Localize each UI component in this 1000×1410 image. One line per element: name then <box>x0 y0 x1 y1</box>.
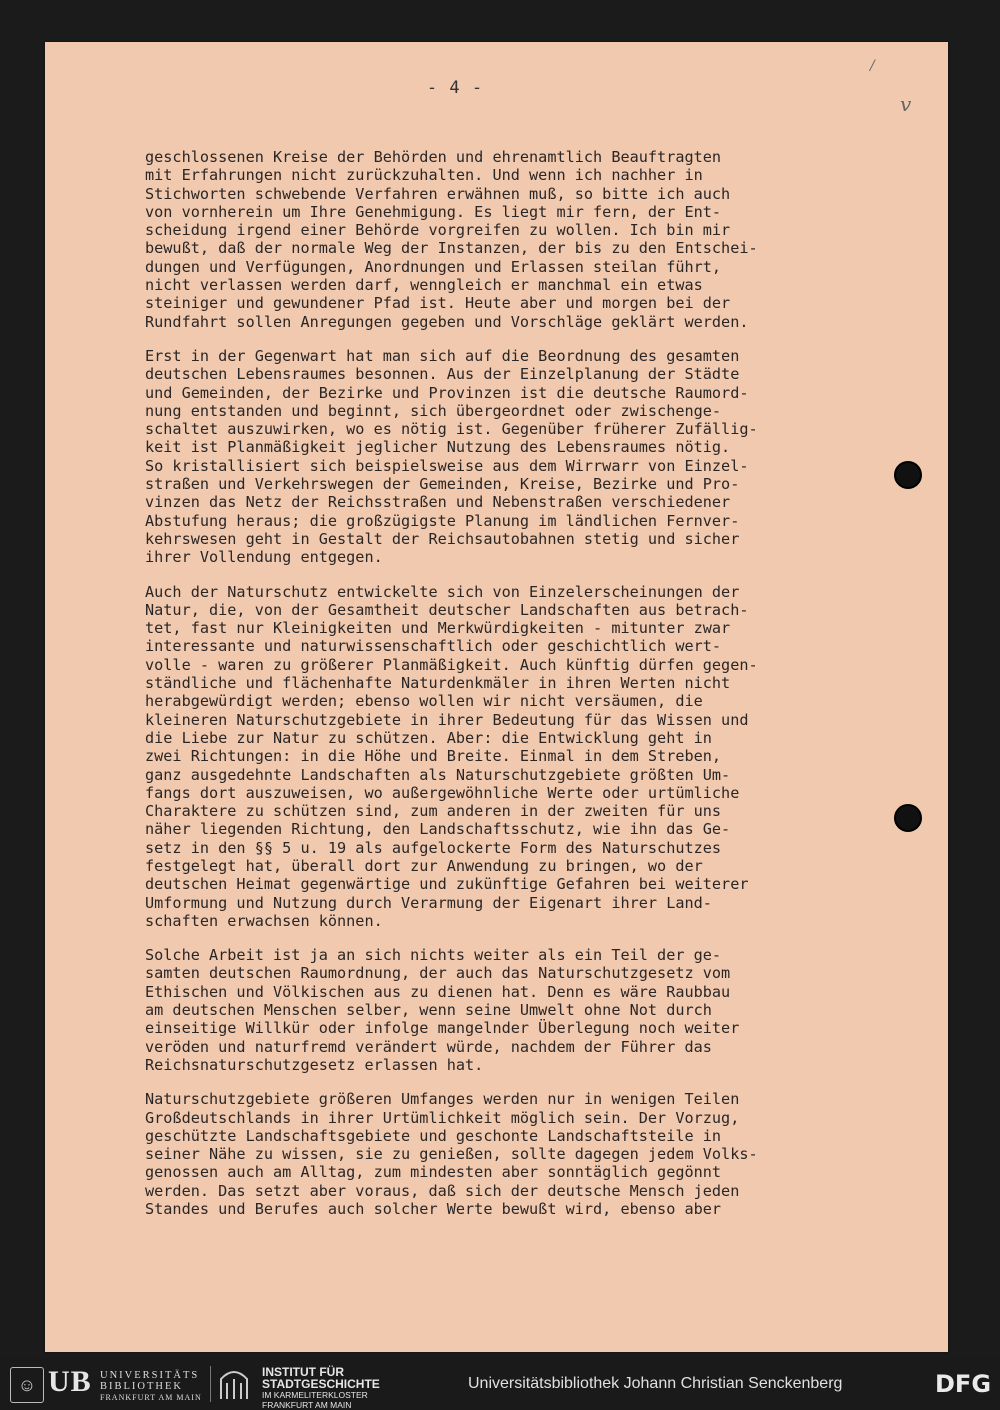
text-line: und Gemeinden, der Bezirke und Provinzen ist die deutsche Raumord- <box>145 383 749 402</box>
text-line: Auch der Naturschutz entwickelte sich von Einzelerscheinungen der <box>145 582 740 601</box>
text-line: Rundfahrt sollen Anregungen gegeben und Vorschläge geklärt werden. <box>145 312 749 331</box>
footer-divider <box>210 1366 211 1402</box>
text-line: Stichworten schwebende Verfahren erwähnen muß, so bitte ich auch <box>145 184 731 203</box>
text-line: Standes und Berufes auch solcher Werte bewußt wird, ebenso aber <box>145 1200 722 1219</box>
dfg-logo[interactable]: DFG <box>935 1370 992 1398</box>
text-line: geschützte Landschaftsgebiete und geschonte Landschaftsteile in <box>145 1126 722 1145</box>
ub-name[interactable] <box>100 1370 202 1403</box>
paragraph <box>145 583 905 931</box>
text-line: dungen und Verfügungen, Anordnungen und Erlassen steilan führt, <box>145 257 722 276</box>
isg-name-line: INSTITUT FÜR <box>262 1365 344 1379</box>
text-line: näher liegenden Richtung, den Landschaftsschutz, wie ihn das Ge- <box>145 820 731 839</box>
text-line: Reichsnaturschutzgesetz erlassen hat. <box>145 1055 484 1074</box>
text-line: die Liebe zur Natur zu schützen. Aber: die Entwicklung geht in <box>145 728 712 747</box>
ub-name-line: UNIVERSITÄTS <box>100 1370 200 1381</box>
ub-name-line: BIBLIOTHEK <box>100 1381 183 1392</box>
text-line: schaften erwachsen können. <box>145 911 383 930</box>
isg-name[interactable] <box>262 1366 380 1410</box>
text-line: von vornherein um Ihre Genehmigung. Es liegt mir fern, der Ent- <box>145 202 722 221</box>
text-line: nicht verlassen werden darf, wenngleich er manchmal ein etwas <box>145 276 703 295</box>
text-line: interessante und naturwissenschaftlich oder geschichtlich wert- <box>145 637 722 656</box>
text-line: genossen auch am Alltag, zum mindesten aber sonntäglich gegönnt <box>145 1163 722 1182</box>
text-line: ständliche und flächenhafte Naturdenkmäler in ihren Werten nicht <box>145 674 731 693</box>
isg-name-line: FRANKFURT AM MAIN <box>262 1400 352 1410</box>
text-line: einseitige Willkür oder infolge mangelnder Überlegung noch weiter <box>145 1019 740 1038</box>
text-line: deutschen Lebensraumes besonnen. Aus der Einzelplanung der Städte <box>145 365 740 384</box>
text-line: tet, fast nur Kleinigkeiten und Merkwürdigkeiten - mitunter zwar <box>145 619 731 638</box>
paragraph <box>145 347 905 567</box>
text-line: kehrswesen geht in Gestalt der Reichsautobahnen stetig und sicher <box>145 529 740 548</box>
body-text <box>145 148 905 1234</box>
page-number: - 4 - <box>426 78 484 98</box>
text-line: kleineren Naturschutzgebiete in ihrer Bedeutung für das Wissen und <box>145 710 749 729</box>
ub-seal-icon: ☺ <box>10 1367 44 1403</box>
text-line: Charaktere zu schützen sind, zum anderen in der zweiten für uns <box>145 802 722 821</box>
ub-name-line: FRANKFURT AM MAIN <box>100 1393 202 1402</box>
text-line: geschlossenen Kreise der Behörden und ehrenamtlich Beauftragten <box>145 148 722 166</box>
paragraph <box>145 946 905 1074</box>
text-line: samten deutschen Raumordnung, der auch das Naturschutzgesetz vom <box>145 964 731 983</box>
text-line: fangs dort auszuweisen, wo außergewöhnliche Werte oder urtümliche <box>145 783 740 802</box>
text-line: steiniger und gewundener Pfad ist. Heute aber und morgen bei der <box>145 294 731 313</box>
text-line: nung entstanden und beginnt, sich übergeordnet oder zwischenge- <box>145 401 722 420</box>
text-line: straßen und Verkehrswegen der Gemeinden, Kreise, Bezirke und Pro- <box>145 475 740 494</box>
paragraph <box>145 1090 905 1218</box>
text-line: festgelegt hat, überall dort zur Anwendung zu bringen, wo der <box>145 856 703 875</box>
text-line: Naturschutzgebiete größeren Umfanges werden nur in wenigen Teilen <box>145 1090 740 1109</box>
text-line: ganz ausgedehnte Landschaften als Naturschutzgebiete größten Um- <box>145 765 731 784</box>
isg-building-icon <box>217 1367 251 1401</box>
pencil-mark: v <box>900 92 912 116</box>
text-line: herabgewürdigt werden; ebenso wollen wir nicht versäumen, die <box>145 692 703 711</box>
text-line: zwei Richtungen: in die Höhe und Breite. Einmal in dem Streben, <box>145 747 722 766</box>
text-line: volle - waren zu größerer Planmäßigkeit. Auch künftig dürfen gegen- <box>145 655 758 674</box>
text-line: mit Erfahrungen nicht zurückzuhalten. Und wenn ich nachher in <box>145 166 703 185</box>
text-line: keit ist Planmäßigkeit jeglicher Nutzung des Lebensraumes nötig. <box>145 438 731 457</box>
pencil-mark: / <box>870 58 875 74</box>
text-line: Umformung und Nutzung durch Verarmung der Eigenart ihrer Land- <box>145 893 712 912</box>
text-line: Abstufung heraus; die großzügigste Planung im ländlichen Fernver- <box>145 511 740 530</box>
text-line: setz in den §§ 5 u. 19 als aufgelockerte Form des Naturschutzes <box>145 838 722 857</box>
text-line: Großdeutschlands in ihrer Urtümlichkeit möglich sein. Der Vorzug, <box>145 1108 740 1127</box>
text-line: schaltet auszuwirken, wo es nötig ist. Gegenüber früherer Zufällig- <box>145 420 758 439</box>
text-line: werden. Das setzt aber voraus, daß sich der deutsche Mensch jeden <box>145 1181 740 1200</box>
text-line: veröden und naturfremd verändert würde, nachdem der Führer das <box>145 1037 712 1056</box>
text-line: So kristallisiert sich beispielsweise aus dem Wirrwarr von Einzel- <box>145 456 749 475</box>
paragraph <box>145 148 905 331</box>
library-name[interactable]: Universitätsbibliothek Johann Christian Senckenberg <box>468 1375 843 1392</box>
document-page <box>45 42 948 1352</box>
text-line: Solche Arbeit ist ja an sich nichts weiter als ein Teil der ge- <box>145 946 722 965</box>
isg-name-line: STADTGESCHICHTE <box>262 1377 380 1391</box>
text-line: scheidung irgend einer Behörde vorgreifen zu wollen. Ich bin mir <box>145 221 731 240</box>
text-line: am deutschen Menschen selber, wenn seine Umwelt ohne Not durch <box>145 1001 712 1020</box>
text-line: Ethischen und Völkischen aus zu dienen hat. Denn es wäre Raubbau <box>145 982 731 1001</box>
isg-name-line: IM KARMELITERKLOSTER <box>262 1390 368 1400</box>
viewer-footer <box>0 1358 1000 1410</box>
text-line: vinzen das Netz der Reichsstraßen und Nebenstraßen verschiedener <box>145 493 731 512</box>
text-line: ihrer Vollendung entgegen. <box>145 548 383 567</box>
text-line: seiner Nähe zu wissen, sie zu genießen, sollte dagegen jedem Volks- <box>145 1145 758 1164</box>
text-line: deutschen Heimat gegenwärtige und zukünftige Gefahren bei weiterer <box>145 875 749 894</box>
text-line: Erst in der Gegenwart hat man sich auf die Beordnung des gesamten <box>145 346 740 365</box>
ub-logo[interactable]: UB <box>48 1365 92 1398</box>
text-line: Natur, die, von der Gesamtheit deutscher Landschaften aus betrach- <box>145 600 749 619</box>
text-line: bewußt, daß der normale Weg der Instanzen, der bis zu den Entschei- <box>145 239 758 258</box>
